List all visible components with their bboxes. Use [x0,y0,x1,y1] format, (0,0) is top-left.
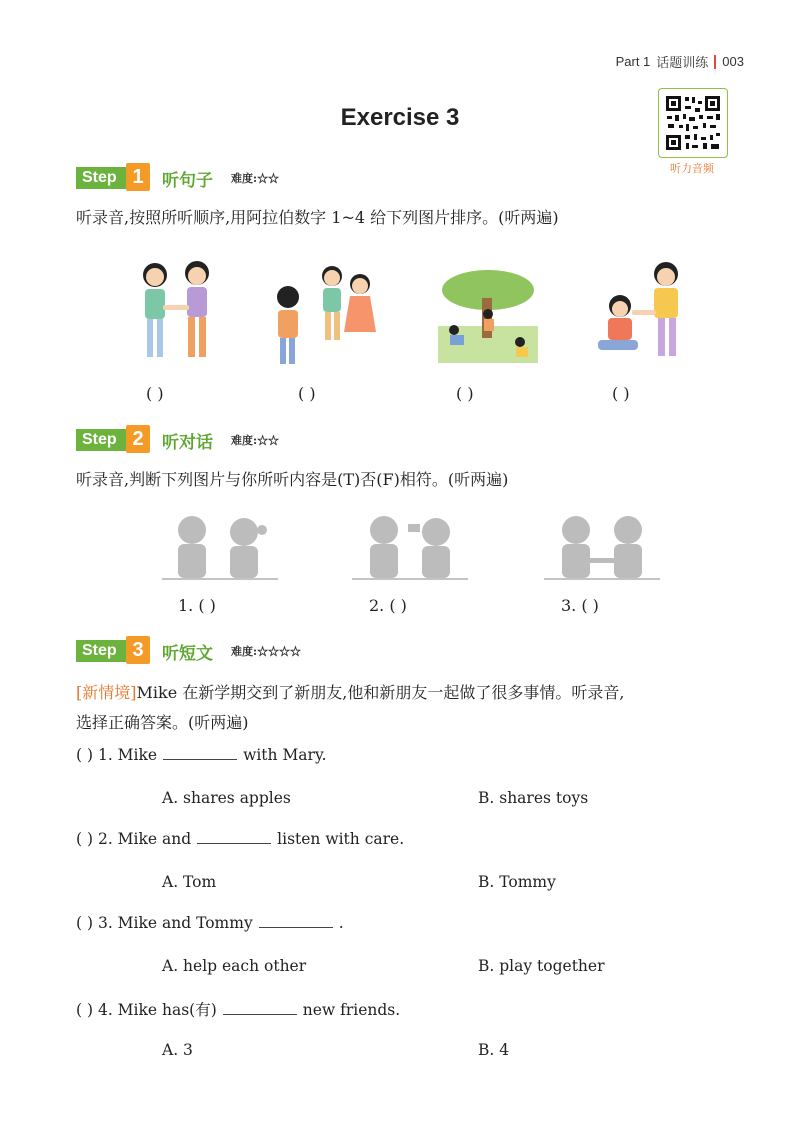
q4-option-b[interactable]: B. 4 [478,1041,510,1059]
question-2 [76,830,404,848]
step1-header [76,165,279,191]
step1-word: Step [76,167,132,189]
question-text-after: listen with care. [277,830,405,848]
step1-blank-1[interactable]: ( ) [146,384,164,403]
q1-option-a[interactable]: A. shares apples [162,789,291,807]
picture-greeting [270,262,380,367]
qr-code[interactable] [658,88,728,158]
step2-blank-2[interactable]: 2. ( ) [369,596,407,615]
difficulty-stars: ☆☆ [257,434,280,447]
step2-difficulty [231,432,279,448]
answer-paren[interactable]: ( ) [76,1001,94,1019]
q4-option-a[interactable]: A. 3 [162,1041,193,1059]
step1-title: 听句子 [162,170,213,191]
header-divider [714,55,716,69]
step3-badge [76,638,150,664]
answer-blank[interactable] [259,926,333,928]
step1-instruction: 听录音,按照所听顺序,用阿拉伯数字 1~4 给下列图片排序。(听两遍) [76,208,559,227]
question-text-before: 3. Mike and Tommy [97,914,253,932]
scenario-tag: [新情境] [76,683,137,702]
picture-dialog-1 [162,512,278,582]
topic-label: 话题训练 [656,55,709,70]
step3-header [76,638,301,664]
difficulty-label: 难度: [231,645,258,658]
question-text-before: 2. Mike and [97,830,192,848]
qr-label: 听力音频 [670,163,714,175]
running-header [616,52,744,71]
part-label: Part 1 [615,54,651,69]
answer-paren[interactable]: ( ) [76,914,94,932]
step3-title: 听短文 [162,643,213,664]
answer-paren[interactable]: ( ) [76,746,94,764]
step2-blank-3[interactable]: 3. ( ) [561,596,599,615]
q2-option-b[interactable]: B. Tommy [478,873,556,891]
q2-option-a[interactable]: A. Tom [162,873,217,891]
step3-intro-line1 [76,680,624,703]
answer-blank[interactable] [223,1013,297,1015]
question-3 [76,914,344,932]
picture-helping [590,260,700,365]
question-text-after: with Mary. [243,746,327,764]
step2-blank-1[interactable]: 1. ( ) [178,596,216,615]
step2-word: Step [76,429,132,451]
difficulty-label: 难度: [231,172,258,185]
step3-number: 3 [126,636,150,664]
q1-option-b[interactable]: B. shares toys [478,789,589,807]
picture-dialog-3 [544,512,660,582]
question-text-before: 1. Mike [97,746,158,764]
answer-blank[interactable] [163,758,237,760]
qr-code-icon [659,89,727,157]
difficulty-label: 难度: [231,434,258,447]
step3-word: Step [76,640,132,662]
page-title: Exercise 3 [340,104,460,131]
q3-option-b[interactable]: B. play together [478,957,605,975]
step2-number: 2 [126,425,150,453]
page-number: 003 [722,54,744,69]
step2-badge [76,427,150,453]
question-text-after: new friends. [302,1001,401,1019]
step2-title: 听对话 [162,432,213,453]
answer-blank[interactable] [197,842,271,844]
step1-difficulty [231,170,279,186]
step2-instruction: 听录音,判断下列图片与你所听内容是(T)否(F)相符。(听两遍) [76,470,509,489]
step3-difficulty [231,643,301,659]
q3-option-a[interactable]: A. help each other [162,957,307,975]
question-1 [76,746,327,764]
step1-number: 1 [126,163,150,191]
intro-text: Mike 在新学期交到了新朋友,他和新朋友一起做了很多事情。听录音, [136,683,625,702]
picture-dialog-2 [352,512,468,582]
question-text-after: . [338,914,344,932]
question-text-before: 4. Mike has(有) [97,1001,217,1019]
step1-blank-2[interactable]: ( ) [298,384,316,403]
step1-badge [76,165,150,191]
picture-tree-play [438,268,538,363]
step1-blank-4[interactable]: ( ) [612,384,630,403]
step3-intro-line2: 选择正确答案。(听两遍) [76,713,249,732]
step2-header [76,427,279,453]
picture-handshake [125,255,225,370]
difficulty-stars: ☆☆ [257,172,280,185]
difficulty-stars: ☆☆☆☆ [257,645,302,658]
step1-blank-3[interactable]: ( ) [456,384,474,403]
question-4 [76,998,400,1020]
answer-paren[interactable]: ( ) [76,830,94,848]
